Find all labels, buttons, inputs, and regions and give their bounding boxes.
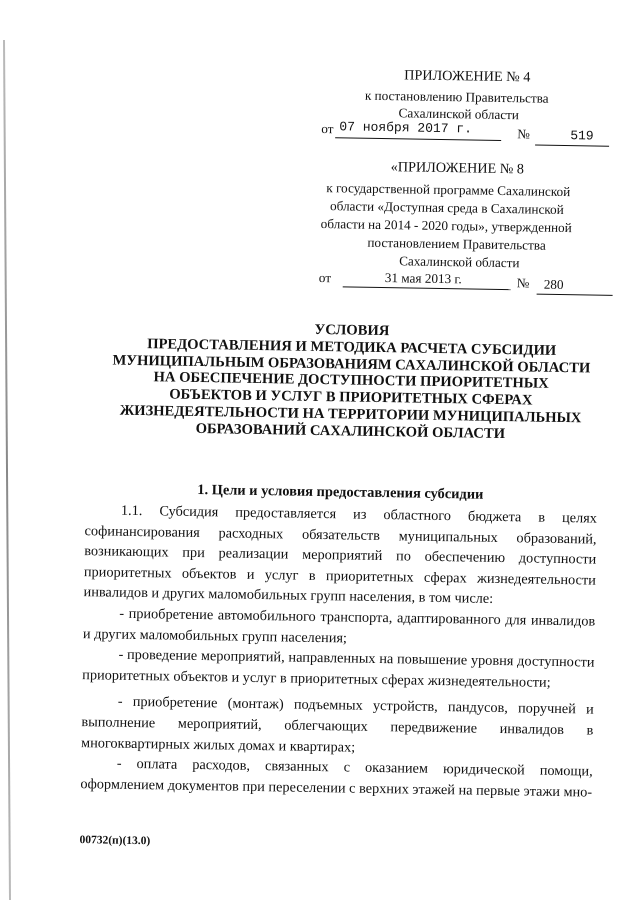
appendix-8-line-3: области на 2014 - 2020 годы», утвержденной — [320, 215, 572, 236]
document-title-line-6: ЖИЗНЕДЕЯТЕЛЬНОСТИ НА ТЕРРИТОРИИ МУНИЦИПАЛЬНЫХ — [119, 402, 582, 427]
paragraph-item-accessibility: - проведение мероприятий, направленных на повышение уровня доступности приоритетных объектов и услуг в приоритетных сферах жизнедеятельности; — [82, 646, 595, 691]
appendix-8-title: «ПРИЛОЖЕНИЕ № 8 — [390, 159, 525, 178]
appendix-4-block — [8, 0, 640, 144]
document-title-line-7: ОБРАЗОВАНИЙ САХАЛИНСКОЙ ОБЛАСТИ — [195, 420, 506, 442]
section-1-body — [80, 500, 597, 803]
appendix-4-title: ПРИЛОЖЕНИЕ № 4 — [404, 67, 531, 86]
appendix-4-line-2: Сахалинской области — [398, 105, 520, 123]
appendix-8-line-1: к государственной программе Сахалинской — [326, 180, 571, 200]
paragraph-1-1: 1.1. Субсидия предоставляется из областного бюджета в целях софинансирования расходных обязательств муниципальных образований, возникающих при реализации мероприятий по обеспечению доступности приоритетных объектов и услуг в приоритетных сферах жизнедеятельности инвалидов и других маломобильных групп населения, в том числе: — [83, 502, 598, 608]
paragraph-item-transport: - приобретение автомобильного транспорта, адаптированного для инвалидов и других маломобильных групп населения; — [82, 605, 596, 647]
section-1-heading: 1. Цели и условия предоставления субсидии — [197, 481, 484, 503]
appendix-4-date: 07 ноября 2017 г. — [339, 119, 473, 137]
appendix-8-date: 31 мая 2013 г. — [384, 270, 462, 287]
appendix-8-line-2: области «Доступная среда в Сахалинской — [329, 198, 564, 218]
appendix-8-line-5: Сахалинской области — [399, 253, 520, 271]
appendix-4-date-underline — [335, 137, 501, 141]
document-title — [100, 318, 602, 444]
document-title-line-1: УСЛОВИЯ — [314, 321, 390, 340]
appendix-4-number-underline — [535, 145, 609, 147]
appendix-8-number: 280 — [543, 276, 564, 293]
paragraph-item-legal-aid: - оплата расходов, связанных с оказанием юридической помощи, оформлением документов при переселении с верхних этажей на первые этажи мно- — [80, 755, 593, 801]
appendix-8-from-label: от — [318, 269, 332, 286]
document-title-line-4: НА ОБЕСПЕЧЕНИЕ ДОСТУПНОСТИ ПРИОРИТЕТНЫХ — [153, 369, 549, 393]
appendix-4-number: 519 — [570, 128, 594, 144]
appendix-8-line-4: постановлением Правительства — [367, 234, 546, 253]
document-code: 00732(п)(13.0) — [79, 834, 151, 848]
document-title-line-5: ОБЪЕКТОВ И УСЛУГ В ПРИОРИТЕТНЫХ СФЕРАХ — [169, 386, 533, 409]
appendix-8-number-underline — [537, 294, 613, 296]
appendix-4-line-1: к постановлению Правительства — [364, 87, 549, 106]
appendix-8-date-underline — [343, 286, 511, 290]
appendix-4-from-label: от — [321, 120, 334, 137]
document-title-line-3: МУНИЦИПАЛЬНЫМ ОБРАЗОВАНИЯМ САХАЛИНСКОЙ ОБЛАСТИ — [112, 352, 591, 377]
appendix-8-number-label: № — [516, 275, 530, 291]
paragraph-item-lifts: - приобретение (монтаж) подъемных устройств, пандусов, поручней и выполнение мероприятий, облегчающих передвижение инвалидов в многоквартирных жилых домах и квартирах; — [80, 694, 594, 756]
document-title-line-2: ПРЕДОСТАВЛЕНИЯ И МЕТОДИКА РАСЧЕТА СУБСИДИИ — [147, 335, 557, 359]
appendix-4-number-label: № — [517, 126, 530, 142]
